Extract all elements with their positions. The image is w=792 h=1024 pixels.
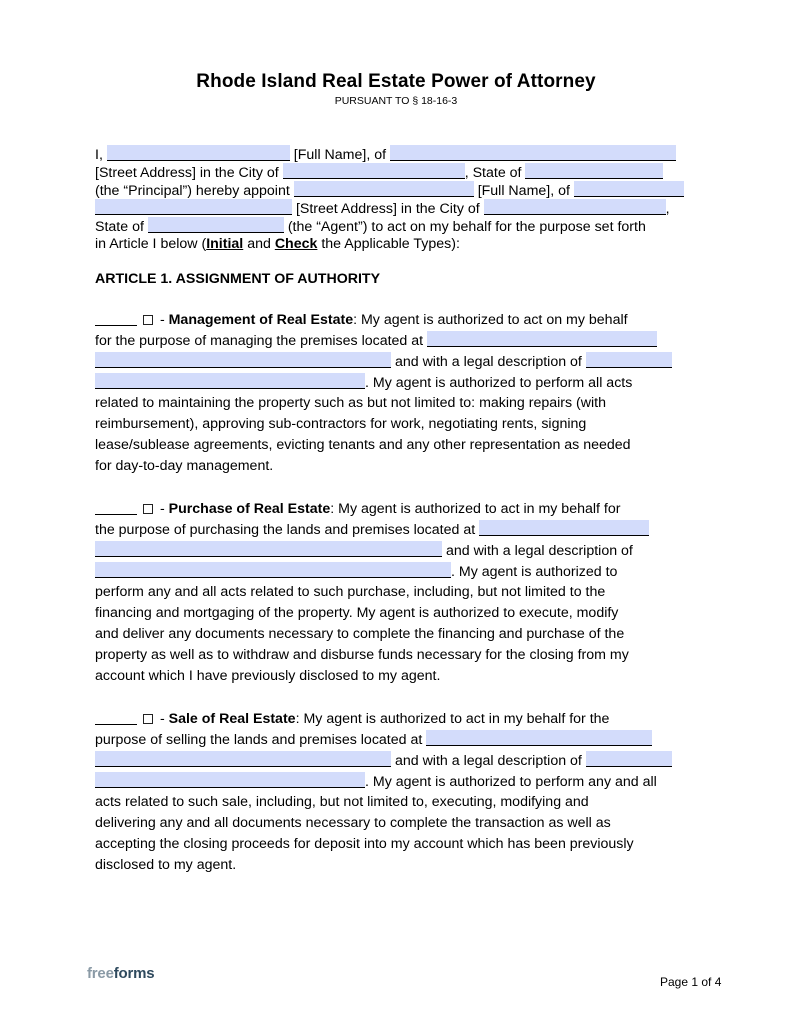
sale-address-field[interactable] — [426, 730, 652, 746]
page-number: Page 1 of 4 — [660, 975, 722, 989]
document-subtitle: PURSUANT TO § 18-16-3 — [334, 95, 458, 107]
principal-city-field[interactable] — [283, 163, 465, 179]
sale-line-2 — [95, 730, 652, 749]
article-ref-text: in Article I below ( — [95, 236, 207, 252]
logo-forms-text: forms — [113, 965, 155, 982]
sale-line-1 — [95, 709, 609, 728]
sale-lead: : My agent is authorized to act in my behalf for the — [295, 711, 610, 727]
sale-authorized-text: . My agent is authorized to perform any and all — [365, 774, 657, 790]
intro-line-3 — [95, 181, 684, 200]
intro-line-5 — [95, 217, 646, 236]
purchase-body-3: and deliver any documents necessary to complete the financing and purchase of the — [95, 626, 625, 642]
intro-line-2 — [95, 163, 663, 182]
full-name-label: [Full Name], of — [477, 183, 570, 199]
purchase-line-3 — [95, 541, 633, 560]
purchase-address-field-cont[interactable] — [95, 541, 442, 557]
intro-line-6 — [95, 235, 460, 253]
purchase-body-2: financing and mortgaging of the property. My agent is authorized to execute, modify — [95, 605, 619, 621]
full-name-label: [Full Name], of — [293, 147, 387, 163]
management-body-2: reimbursement), approving sub-contractors for work, negotiating rents, signing — [95, 416, 587, 432]
i-label: I, — [95, 147, 103, 163]
dash: - — [156, 501, 169, 517]
principal-name-field[interactable] — [107, 145, 290, 161]
purchase-address-field[interactable] — [479, 520, 649, 536]
street-address-label: [Street Address] in the City of — [95, 165, 279, 181]
sale-address-field-cont[interactable] — [95, 751, 391, 767]
purchase-line-1 — [95, 499, 620, 518]
intro-line-1 — [95, 145, 676, 164]
purchase-body-4: property as well as to withdraw and disburse funds necessary for the closing from my — [95, 647, 629, 663]
management-body-3: lease/sublease agreements, evicting tenants and any other representation as needed — [95, 437, 631, 453]
management-initial-field[interactable] — [95, 310, 137, 326]
principal-text: (the “Principal”) hereby appoint — [95, 183, 290, 199]
agent-street-field-cont[interactable] — [95, 199, 292, 215]
agent-state-field[interactable] — [148, 217, 284, 233]
management-line-3 — [95, 352, 672, 371]
freeforms-logo — [87, 965, 154, 982]
dash: - — [156, 711, 169, 727]
purchase-authorized-text: . My agent is authorized to — [451, 564, 618, 580]
purchase-legal-text: and with a legal description of — [445, 543, 633, 559]
article-heading: ARTICLE 1. ASSIGNMENT OF AUTHORITY — [95, 271, 381, 287]
management-heading: Management of Real Estate — [168, 312, 354, 328]
intro-line-4 — [95, 199, 670, 218]
document-title: Rhode Island Real Estate Power of Attorney — [196, 71, 596, 92]
sale-legal-text: and with a legal description of — [394, 753, 582, 769]
purchase-heading: Purchase of Real Estate — [168, 501, 331, 517]
purchase-body-1: perform any and all acts related to such purchase, including, but not limited to the — [95, 584, 606, 600]
sale-line-3 — [95, 751, 672, 770]
management-body-1: related to maintaining the property such as but not limited to: making repairs (with — [95, 395, 607, 411]
and-word: and — [243, 236, 275, 252]
purchase-initial-field[interactable] — [95, 499, 137, 515]
management-lead: : My agent is authorized to act on my behalf — [353, 312, 628, 328]
management-line-1 — [95, 310, 628, 329]
management-located-text: for the purpose of managing the premises located at — [95, 333, 424, 349]
management-legal-field[interactable] — [586, 352, 672, 368]
dash: - — [156, 312, 169, 328]
street-address-label: [Street Address] in the City of — [295, 201, 480, 217]
purchase-legal-field[interactable] — [95, 562, 451, 578]
purchase-checkbox[interactable] — [143, 504, 153, 514]
sale-checkbox[interactable] — [143, 714, 153, 724]
principal-street-field[interactable] — [390, 145, 676, 161]
logo-free-text: free — [87, 965, 114, 982]
sale-located-text: purpose of selling the lands and premises located at — [95, 732, 423, 748]
state-of-label: State of — [95, 219, 144, 235]
agent-city-field[interactable] — [484, 199, 666, 215]
sale-line-4 — [95, 772, 657, 791]
principal-state-field[interactable] — [525, 163, 663, 179]
purchase-line-2 — [95, 520, 649, 539]
sale-legal-field-cont[interactable] — [95, 772, 365, 788]
agent-street-field[interactable] — [574, 181, 684, 197]
management-body-4: for day-to-day management. — [95, 458, 274, 474]
sale-initial-field[interactable] — [95, 709, 137, 725]
agent-name-field[interactable] — [294, 181, 474, 197]
management-line-2 — [95, 331, 657, 350]
comma: , — [665, 201, 670, 217]
check-word: Check — [274, 236, 318, 252]
management-legal-text: and with a legal description of — [394, 354, 582, 370]
agent-text: (the “Agent”) to act on my behalf for the purpose set forth — [287, 219, 646, 235]
management-address-field-cont[interactable] — [95, 352, 391, 368]
initial-word: Initial — [206, 236, 244, 252]
applicable-text: the Applicable Types): — [317, 236, 460, 252]
sale-heading: Sale of Real Estate — [168, 711, 296, 727]
management-line-4 — [95, 373, 632, 392]
sale-legal-field[interactable] — [586, 751, 672, 767]
management-checkbox[interactable] — [143, 315, 153, 325]
purchase-line-4 — [95, 562, 617, 581]
management-legal-field-cont[interactable] — [95, 373, 365, 389]
management-authorized-text: . My agent is authorized to perform all acts — [365, 375, 633, 391]
purchase-lead: : My agent is authorized to act in my behalf for — [330, 501, 621, 517]
sale-body-4: disclosed to my agent. — [95, 857, 237, 873]
sale-body-1: acts related to such sale, including, but not limited to, executing, modifying and — [95, 794, 589, 810]
purchase-body-5: account which I have previously disclosed to my agent. — [95, 668, 441, 684]
sale-body-2: delivering any and all documents necessary to complete the transaction as well as — [95, 815, 611, 831]
state-of-label: , State of — [464, 165, 522, 181]
management-address-field[interactable] — [427, 331, 657, 347]
purchase-located-text: the purpose of purchasing the lands and premises located at — [95, 522, 476, 538]
sale-body-3: accepting the closing proceeds for deposit into my account which has been previously — [95, 836, 634, 852]
